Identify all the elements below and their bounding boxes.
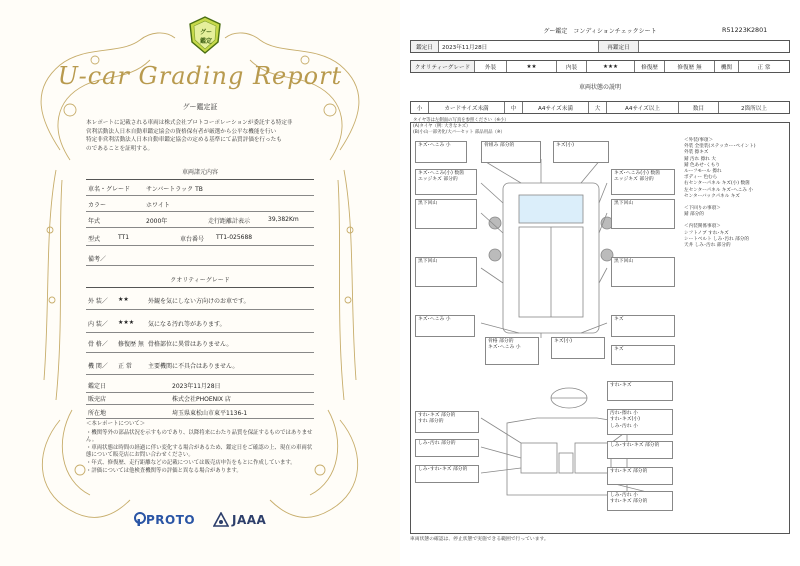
legend-line: ＜下回りの事項＞ (684, 206, 721, 212)
mileage-label: 走行距離計表示 (208, 218, 251, 225)
sheet-code: R51223K2801 (722, 26, 768, 34)
damage-box: キズ(小) (551, 337, 605, 359)
damage-box: 黒下回山 (611, 199, 675, 229)
repair-value: 修復歴 無 (665, 61, 715, 72)
size-medium-desc: A4サイズ未満 (523, 102, 589, 113)
chassis-value: TT1-025688 (216, 234, 253, 241)
quality-table (410, 60, 790, 73)
legend-line: ＜内装関係事項＞ (684, 224, 721, 230)
legend-line: センターバックパネル キズ (684, 193, 740, 199)
note-item: ・年式、修復歴、走行距離などの記載については販売店申告をもとに作成しています。 (86, 459, 296, 466)
note-item: ・車両状態は時間の経過に伴い変化する場合があるため、鑑定日をご確認の上、現在の車両状態について販売店にお問い合わせください。 (86, 444, 313, 459)
engine-cell-label: 機関 (715, 61, 739, 72)
remarks-row (86, 250, 314, 266)
damage-box: キズ (611, 315, 675, 337)
size-large-desc: A4サイズ以上 (607, 102, 679, 113)
repair-label: 修復歴 (635, 61, 665, 72)
damage-box: 黒下回山 (415, 257, 477, 287)
damage-box: キズ (611, 345, 675, 365)
color-label: カラー (88, 202, 107, 209)
legend-line: 錆 部分的 (684, 212, 704, 218)
legend-line: ルーフモール 擦れ (684, 169, 722, 175)
frame-label: 骨 格／ (88, 341, 108, 348)
grade-label: 車名・グレード (88, 186, 131, 193)
size-medium: 中 (505, 102, 523, 113)
damage-box (607, 409, 673, 435)
damage-box-line: 骨格 部分的 (488, 339, 514, 344)
count-value: 2箇所以上 (741, 105, 767, 112)
int-label: 内装 (557, 61, 587, 72)
color-row (86, 196, 314, 212)
damage-box (607, 491, 673, 511)
intro-line: のであることを証明する。 (86, 145, 154, 152)
damage-box: すれ･キズ 部分的 (607, 467, 673, 485)
damage-box (415, 411, 479, 433)
notes-title: ＜本レポートについて＞ (86, 421, 146, 427)
model-row (86, 230, 314, 246)
jaaa-logo-icon (213, 512, 229, 527)
intro-line: 特定非営利活動法人日本自動車鑑定協会の定める基準にて品質評価を行ったも (86, 137, 282, 144)
date-table (410, 40, 790, 53)
legend-line: 右センターパネル キズ(小) 数箇 (684, 181, 750, 187)
quality-section-title: クオリティーグレード (86, 275, 314, 288)
damage-box: 黒下回山 (415, 199, 477, 229)
damage-box: キズ(小) (553, 141, 609, 163)
report-subtitle: グー鑑定証 (182, 103, 218, 111)
damage-box (485, 337, 539, 365)
year-value: 2000年 (146, 218, 168, 225)
address-label: 所在地 (88, 410, 107, 417)
damage-box-line: 汚れ･擦れ 小 (610, 411, 638, 416)
legend-line: 天井 しみ･汚れ 部分的 (684, 243, 731, 249)
interior-grade-row (86, 315, 314, 333)
spec-section-title: 車両諸元内容 (86, 167, 314, 180)
engine-label: 機 関／ (88, 363, 108, 370)
dealer-label: 販売店 (88, 396, 107, 403)
reinspection-label: 再鑑定日 (599, 41, 639, 52)
mileage-value: 39,382Km (268, 216, 299, 223)
damage-box: キズ･へこみ 小 (415, 315, 475, 337)
sheet-date-value: 2023年11月28日 (439, 41, 599, 52)
damage-box-line: しみ･汚れ 小 (610, 423, 638, 429)
engine-grade-row (86, 357, 314, 375)
note-item: ・機関等外の部品状況を示すものであり、以降将来にわたり品質を保証するものではありません。 (86, 429, 313, 444)
count-label: 数目 (679, 102, 719, 113)
damage-box-line: すれ･キズ(小) (610, 417, 641, 423)
intro-line: 営利活動法人日本自動車鑑定協会の資格保有者が厳選から公平な機能を行い (86, 128, 277, 135)
badge-label: グー 鑑定 (199, 29, 212, 45)
ext-label: 外装 (475, 61, 507, 72)
report-title: U-car Grading Report (57, 62, 343, 90)
int-stars: ★★★ (587, 61, 635, 72)
damage-box: 骨組み 部分的 (481, 141, 541, 163)
jaaa-logo: JAAA (232, 513, 267, 527)
sheet-footnote: 車両状態の確認は、停止状態で実施できる範囲で行っています。 (410, 537, 549, 542)
dealer-value: 株式会社PHOENIX 店 (172, 396, 231, 403)
interior-comment: 気になる汚れ等があります。 (148, 321, 226, 328)
frame-status: 修復歴 無 (118, 341, 144, 348)
engine-comment: 主要機関に不具合はありません。 (148, 363, 239, 370)
damage-box: しみ･汚れ 部分的 (415, 439, 479, 457)
sheet-date-label: 鑑定日 (411, 41, 439, 52)
condition-legend (684, 138, 778, 249)
legend-line: 錆 色あせ･くもり (684, 162, 720, 168)
intro-text (86, 119, 314, 153)
remarks-label: 備考／ (88, 256, 107, 263)
engine-status: 正 常 (118, 363, 132, 370)
damage-box-line: すれ･キズ 部分的 (418, 413, 456, 418)
damage-box (415, 169, 477, 195)
exterior-comment: 外観を気にしない方向けのお車です。 (148, 298, 250, 305)
diagram-note-line: (A)タイヤ（例: 大きなキズ） (413, 124, 471, 129)
condition-sheet-page (400, 0, 800, 566)
year-label: 年式 (88, 218, 101, 225)
address-row (86, 405, 314, 419)
exterior-stars: ★★ (118, 296, 129, 303)
interior-label: 内 装／ (88, 321, 108, 328)
grade-value: サンバートラック TB (146, 186, 203, 193)
interior-stars: ★★★ (118, 319, 135, 326)
frame-comment: 骨格部位に異常はありません。 (148, 341, 233, 348)
legend-line: 外装 擦キズ (684, 150, 709, 156)
damage-box-line: キズ･へこみ 小 (488, 345, 521, 351)
damage-box-line: キズ･へこみ(小) 数箇 (418, 171, 464, 176)
damage-box-line: すれ･キズ 部分的 (610, 499, 648, 505)
exterior-label: 外 装／ (88, 298, 108, 305)
size-large: 大 (589, 102, 607, 113)
legend-line: シートベルト しみ･汚れ 部分的 (684, 236, 749, 242)
year-row (86, 212, 314, 228)
diagram-note-line: (B)小山一部劣化/大バーセット 部品用品（※） (413, 130, 505, 135)
dealer-row (86, 391, 314, 405)
sheet-title: グー鑑定 コンディションチェックシート (543, 28, 657, 35)
intro-line: 本レポートに記載される車両は株式会社プロトコーポレーションが委託する特定非 (86, 120, 293, 126)
legend-line: 外装 全塗装(ステッカー･ペイント) (684, 144, 756, 150)
damage-box-line: すれ 部分的 (418, 419, 444, 425)
damage-box (611, 169, 675, 195)
frame-grade-row (86, 335, 314, 353)
damage-box-line: キズ･へこみ(小) 数箇 (614, 171, 660, 176)
model-label: 型式 (88, 236, 101, 243)
damage-box-line: エッジキズ 部分的 (614, 177, 654, 183)
report-notes (86, 421, 314, 475)
q-grade-label: クオリティーグレード (411, 61, 475, 72)
date-value: 2023年11月28日 (172, 383, 221, 390)
damage-box: しみ･すれ･キズ 部分的 (415, 465, 479, 483)
damage-box: 黒下回山 (611, 257, 675, 287)
proto-logo: PROTO (146, 513, 196, 527)
exterior-grade-row (86, 292, 314, 310)
engine-cell-value: 正 常 (757, 64, 771, 71)
color-value: ホワイト (146, 202, 170, 209)
damage-box: しみ･すれ･キズ 部分的 (607, 441, 673, 459)
grade-row (86, 180, 314, 196)
chassis-label: 車台番号 (180, 236, 205, 243)
condition-title: 車両状態の説明 (578, 84, 621, 91)
diagram-note (413, 118, 613, 136)
legend-line: ＜外装/事項＞ (684, 138, 714, 143)
legend-line: ボディー 色むら (684, 175, 718, 181)
size-small-desc: カードサイズ未満 (429, 102, 505, 113)
legend-line: シフトノブ すれ･キズ (684, 230, 729, 236)
address-value: 埼玉県東松山市東平1136-1 (172, 410, 248, 417)
diagram-note-line: タイヤ等は左側面の写真を参照ください（※小） (413, 118, 509, 123)
proto-logo-icon (134, 512, 146, 526)
damage-box: すれ･キズ (607, 381, 673, 401)
size-legend-table (410, 101, 790, 114)
note-item: ・評価については他検査機関等の評価と異なる場合があります。 (86, 467, 242, 474)
damage-box-line: しみ･汚れ 小 (610, 493, 638, 498)
damage-box: キズ･へこみ 小 (415, 141, 467, 163)
damage-box-line: エッジキズ 部分的 (418, 177, 458, 183)
reinspection-value (639, 41, 789, 52)
ext-stars: ★★ (507, 61, 557, 72)
size-small: 小 (411, 102, 429, 113)
model-value: TT1 (118, 234, 130, 241)
legend-line: 錆 汚れ 擦れ 大 (684, 156, 716, 162)
legend-line: 左センターパネル キズ･へこみ 小 (684, 187, 754, 193)
date-label: 鑑定日 (88, 383, 107, 390)
